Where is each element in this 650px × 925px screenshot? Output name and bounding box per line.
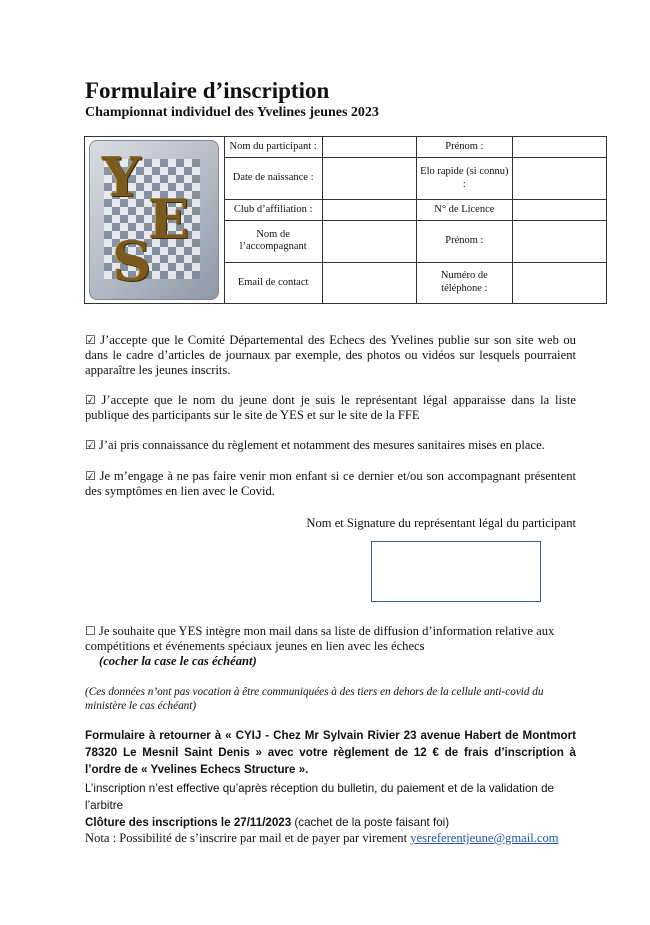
label-club: Club d’affiliation : bbox=[224, 199, 322, 220]
checkbox-checked-icon[interactable]: ☑ bbox=[85, 393, 96, 407]
label-email: Email de contact bbox=[224, 262, 322, 303]
consent-rules bbox=[85, 438, 576, 453]
return-address: Formulaire à retourner à « CYIJ - Chez Mr Sylvain Rivier 23 avenue Habert de Montmort 78320 Le Mesnil Saint Denis » avec votre règlement de 12 € de frais d’inscription à l’ordre de « Yvelines Echecs Structure ». bbox=[85, 729, 576, 776]
elo-field[interactable] bbox=[512, 158, 606, 199]
consent-photos bbox=[85, 333, 576, 378]
closing-date-label: Clôture des inscriptions le 27/11/2023 bbox=[85, 816, 292, 829]
label-companion-firstname: Prénom : bbox=[416, 221, 512, 262]
birthdate-field[interactable] bbox=[322, 158, 416, 199]
closing-date-note: (cachet de la poste faisant foi) bbox=[291, 816, 450, 829]
checkbox-unchecked-icon[interactable]: ☐ bbox=[85, 624, 96, 638]
mailing-consent-text: Je souhaite que YES intègre mon mail dans sa liste de diffusion d’information relative aux compétitions et événements spéciaux jeunes en lien avec les échecs bbox=[85, 624, 555, 653]
yes-logo bbox=[85, 137, 225, 304]
email-field[interactable] bbox=[322, 262, 416, 303]
phone-field[interactable] bbox=[512, 262, 606, 303]
privacy-note: (Ces données n’ont pas vocation à être communiquées à des tiers en dehors de la cellule anti-covid du ministère le cas échéant) bbox=[85, 686, 544, 712]
signature-label: Nom et Signature du représentant légal du participant bbox=[306, 516, 576, 530]
consent-name-text: J’accepte que le nom du jeune dont je suis le représentant légal apparaisse dans la liste publique des participants sur le site de YES et sur le site de la FFE bbox=[85, 393, 576, 422]
checkbox-checked-icon[interactable]: ☑ bbox=[85, 438, 96, 452]
participant-table bbox=[84, 136, 607, 304]
logo-letter-y: Y bbox=[102, 145, 141, 209]
registration-effective-note: L’inscription n’est effective qu’après réception du bulletin, du paiement et de la validation de l’arbitre bbox=[85, 782, 554, 812]
mailing-consent-note: (cocher la case le cas échéant) bbox=[99, 654, 257, 668]
participant-firstname-field[interactable] bbox=[512, 137, 606, 158]
licence-field[interactable] bbox=[512, 199, 606, 220]
label-licence: N° de Licence bbox=[416, 199, 512, 220]
checkbox-checked-icon[interactable]: ☑ bbox=[85, 333, 96, 347]
label-phone: Numéro de téléphone : bbox=[416, 262, 512, 303]
nota bbox=[85, 831, 559, 846]
consent-covid-text: Je m’engage à ne pas faire venir mon enfant si ce dernier et/ou son accompagnant présentent des symptômes en lien avec le Covid. bbox=[85, 469, 576, 498]
logo-letter-e: E bbox=[148, 187, 190, 251]
companion-name-field[interactable] bbox=[322, 221, 416, 262]
mailing-consent bbox=[85, 624, 576, 669]
consent-covid bbox=[85, 469, 576, 499]
logo-letter-s: S bbox=[112, 229, 152, 293]
contact-email-link[interactable]: yesreferentjeune@gmail.com bbox=[410, 831, 559, 845]
participant-name-field[interactable] bbox=[322, 137, 416, 158]
consent-rules-text: J’ai pris connaissance du règlement et notamment des mesures sanitaires mises en place. bbox=[98, 438, 545, 452]
label-elo: Elo rapide (si connu) : bbox=[416, 158, 512, 199]
label-birthdate: Date de naissance : bbox=[224, 158, 322, 199]
consent-photos-text: J’accepte que le Comité Départemental des Echecs des Yvelines publie sur son site web ou dans le cadre d’articles de journaux par exemple, des photos ou vidéos sur lesquels pourraient apparaître les jeunes inscrits. bbox=[85, 333, 576, 377]
consent-name bbox=[85, 393, 576, 423]
label-participant-name: Nom du participant : bbox=[224, 137, 322, 158]
closing-date bbox=[85, 814, 576, 831]
label-participant-firstname: Prénom : bbox=[416, 137, 512, 158]
form-subtitle: Championnat individuel des Yvelines jeunes 2023 bbox=[85, 105, 379, 120]
club-field[interactable] bbox=[322, 199, 416, 220]
companion-firstname-field[interactable] bbox=[512, 221, 606, 262]
checkbox-checked-icon[interactable]: ☑ bbox=[85, 469, 96, 483]
signature-box[interactable] bbox=[371, 541, 541, 602]
nota-text: Nota : Possibilité de s’inscrire par mail et de payer par virement bbox=[85, 831, 411, 845]
label-companion-name: Nom de l’accompagnant bbox=[224, 221, 322, 262]
form-title: Formulaire d’inscription bbox=[85, 78, 330, 103]
